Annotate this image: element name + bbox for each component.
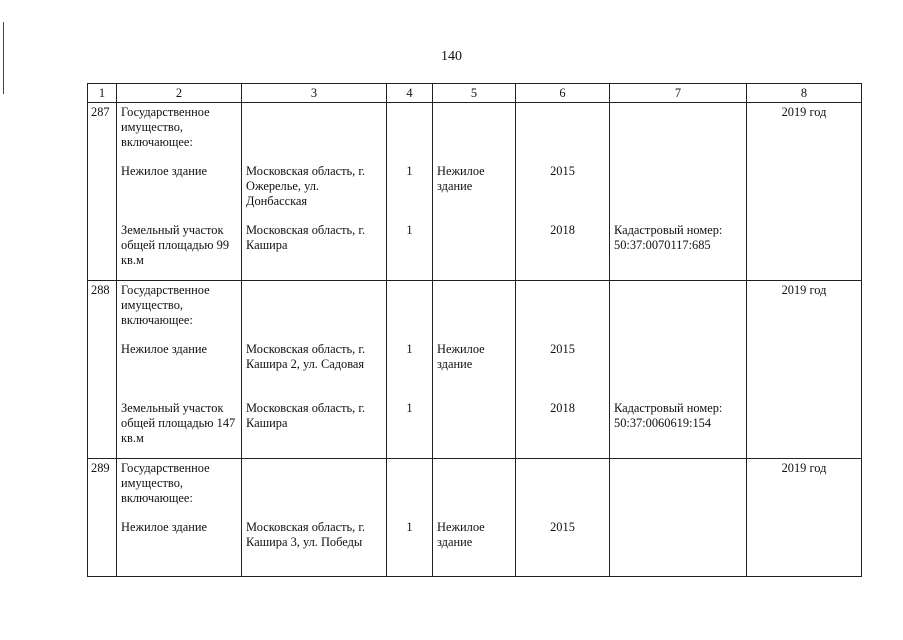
header-cell: 7 (610, 84, 747, 103)
item-year-built: 2018 (550, 401, 575, 415)
page-number: 140 (441, 49, 462, 64)
row-number: 289 (88, 459, 117, 577)
year-built-cell (516, 281, 610, 459)
table-header-row (88, 84, 862, 103)
header-cell: 6 (516, 84, 610, 103)
year-built-cell (516, 103, 610, 281)
item-note (614, 164, 742, 223)
quantity-cell (387, 103, 433, 281)
note-cell (610, 459, 747, 577)
object-name-cell (117, 281, 242, 459)
header-cell: 3 (242, 84, 387, 103)
header-cell: 4 (387, 84, 433, 103)
table-row (88, 459, 862, 577)
item-name: Нежилое здание (121, 520, 208, 534)
row-number: 287 (88, 103, 117, 281)
property-table (87, 83, 862, 577)
table-row (88, 103, 862, 281)
object-name-cell (117, 459, 242, 577)
item-quantity: 1 (406, 342, 413, 356)
transfer-year: 2019 год (747, 103, 862, 281)
address-cell (242, 281, 387, 459)
object-name-cell (117, 103, 242, 281)
item-year-built: 2015 (550, 520, 575, 534)
item-address: Московская область, г. Кашира (246, 223, 366, 252)
transfer-year: 2019 год (747, 281, 862, 459)
table-row (88, 281, 862, 459)
item-note: Кадастровый номер: 50:37:0070117:685 (614, 223, 723, 252)
address-cell (242, 103, 387, 281)
item-address: Московская область, г. Кашира (246, 401, 366, 430)
quantity-cell (387, 459, 433, 577)
item-type: Нежилое здание (437, 342, 485, 371)
group-title: Государственное имущество, включающее: (121, 283, 210, 327)
item-address: Московская область, г. Кашира 2, ул. Садовая (246, 342, 366, 371)
note-cell (610, 103, 747, 281)
row-number: 288 (88, 281, 117, 459)
item-year-built: 2015 (550, 164, 575, 178)
type-cell (433, 459, 516, 577)
item-quantity: 1 (406, 401, 413, 415)
group-title: Государственное имущество, включающее: (121, 105, 210, 149)
item-note: Кадастровый номер: 50:37:0060619:154 (614, 401, 723, 430)
type-cell (433, 281, 516, 459)
item-quantity: 1 (406, 164, 413, 178)
header-cell: 5 (433, 84, 516, 103)
quantity-cell (387, 281, 433, 459)
note-cell (610, 281, 747, 459)
group-title: Государственное имущество, включающее: (121, 461, 210, 505)
item-type: Нежилое здание (437, 520, 485, 549)
header-cell: 8 (747, 84, 862, 103)
item-name: Нежилое здание (121, 342, 208, 356)
type-cell (433, 103, 516, 281)
item-quantity: 1 (406, 223, 413, 237)
header-cell: 2 (117, 84, 242, 103)
item-quantity: 1 (406, 520, 413, 534)
header-cell: 1 (88, 84, 117, 103)
item-year-built: 2018 (550, 223, 575, 237)
item-address: Московская область, г. Ожерелье, ул. Донбасская (246, 164, 366, 208)
address-cell (242, 459, 387, 577)
item-name: Земельный участок общей площадью 99 кв.м (121, 223, 230, 267)
item-address: Московская область, г. Кашира 3, ул. Победы (246, 520, 366, 549)
item-name: Земельный участок общей площадью 147 кв.м (121, 401, 236, 445)
item-name: Нежилое здание (121, 164, 208, 178)
year-built-cell (516, 459, 610, 577)
transfer-year: 2019 год (747, 459, 862, 577)
item-note (614, 342, 742, 401)
item-year-built: 2015 (550, 342, 575, 356)
item-type: Нежилое здание (437, 164, 485, 193)
